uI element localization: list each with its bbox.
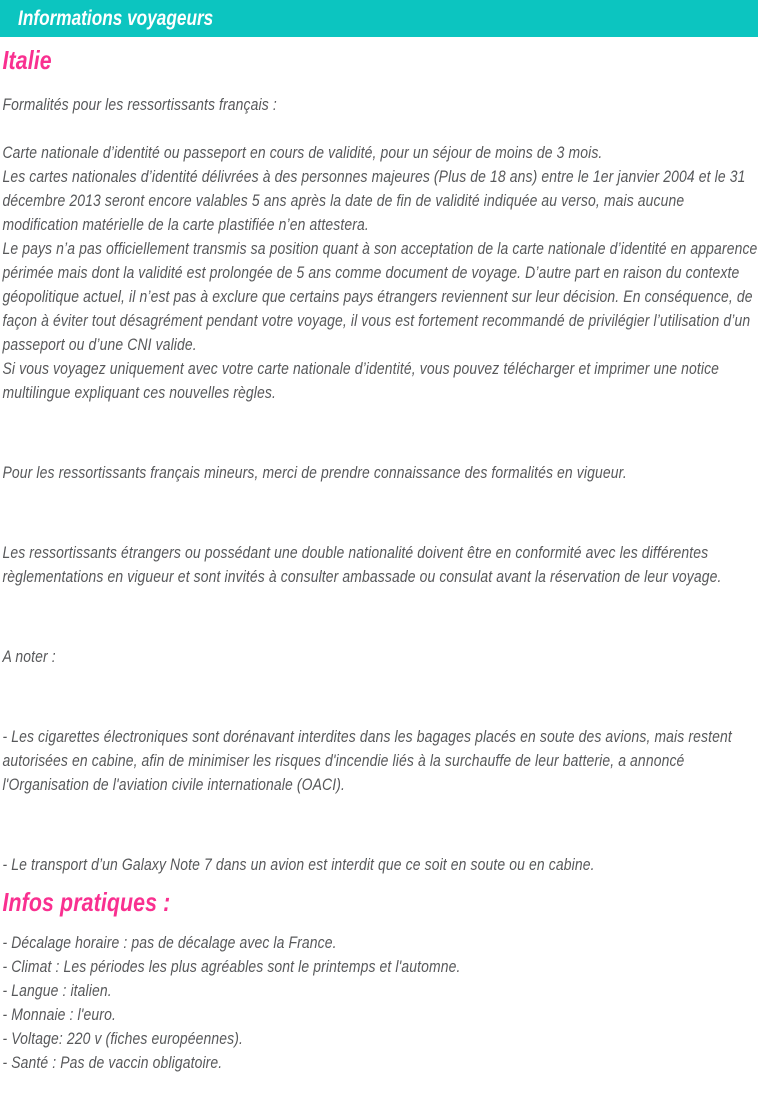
info-item-voltage: - Voltage: 220 v (fiches européennes). xyxy=(2,1029,243,1048)
spacer xyxy=(2,405,757,461)
country-heading: Italie xyxy=(2,45,52,75)
paragraph-cigarettes-electroniques: - Les cigarettes électroniques sont dorénavant interdites dans les bagages placés en soute des avions, mais restent autorisées en cabine, afin de minimiser les risques d'incendie liés à la surchauffe de leur batterie, a annoncé l'Organisation de l'aviation civile internationale (OACI). xyxy=(2,727,732,794)
spacer xyxy=(2,589,757,645)
paragraph-mineurs: Pour les ressortissants français mineurs, merci de prendre connaissance des formalités en vigueur. xyxy=(2,463,627,482)
info-item-sante: - Santé : Pas de vaccin obligatoire. xyxy=(2,1053,223,1072)
travel-info-content xyxy=(0,45,758,1075)
paragraph-a-noter: A noter : xyxy=(2,647,56,666)
section-header-bar xyxy=(0,0,758,37)
spacer xyxy=(2,797,757,853)
spacer xyxy=(2,117,757,141)
paragraph-cni-notice: Si vous voyagez uniquement avec votre carte nationale d’identité, vous pouvez télécharger et imprimer une notice multilingue expliquant ces nouvelles règles. xyxy=(2,359,720,402)
paragraph-cni-validity: Carte nationale d’identité ou passeport en cours de validité, pour un séjour de moins de 3 mois. xyxy=(2,143,603,162)
paragraph-formalites-intro: Formalités pour les ressortissants français : xyxy=(2,95,277,114)
section-title: Informations voyageurs xyxy=(18,7,214,30)
spacer xyxy=(2,669,757,725)
info-item-decalage-horaire: - Décalage horaire : pas de décalage avec la France. xyxy=(2,933,337,952)
paragraph-galaxy-note7: - Le transport d’un Galaxy Note 7 dans un avion est interdit que ce soit en soute ou en cabine. xyxy=(2,855,595,874)
paragraph-cni-extension: Les cartes nationales d’identité délivrées à des personnes majeures (Plus de 18 ans) entre le 1er janvier 2004 et le 31 décembre 2013 seront encore valables 5 ans après la date de fin de validité indiquée au verso, mais aucune modification matérielle de la carte plastifiée n’en attestera. xyxy=(2,167,746,234)
paragraph-cni-warning: Le pays n’a pas officiellement transmis sa position quant à son acceptation de la carte nationale d’identité en apparence périmée mais dont la validité est prolongée de 5 ans comme document de voyage. D’autre part en raison du contexte géopolitique actuel, il n’est pas à exclure que certains pays étrangers reviennent sur leur décision. En conséquence, de façon à éviter tout désagrément pendant votre voyage, il vous est fortement recommandé de privilégier l’utilisation d’un passeport ou d’une CNI valide. xyxy=(2,239,758,354)
infos-pratiques-heading: Infos pratiques : xyxy=(2,887,171,917)
info-item-langue: - Langue : italien. xyxy=(2,981,112,1000)
paragraph-etrangers: Les ressortissants étrangers ou possédant une double nationalité doivent être en conformité avec les différentes règlementations en vigueur et sont invités à consulter ambassade ou consulat avant la réservation de leur voyage. xyxy=(2,543,722,586)
info-item-climat: - Climat : Les périodes les plus agréables sont le printemps et l'automne. xyxy=(2,957,461,976)
info-item-monnaie: - Monnaie : l'euro. xyxy=(2,1005,116,1024)
spacer xyxy=(2,485,757,541)
